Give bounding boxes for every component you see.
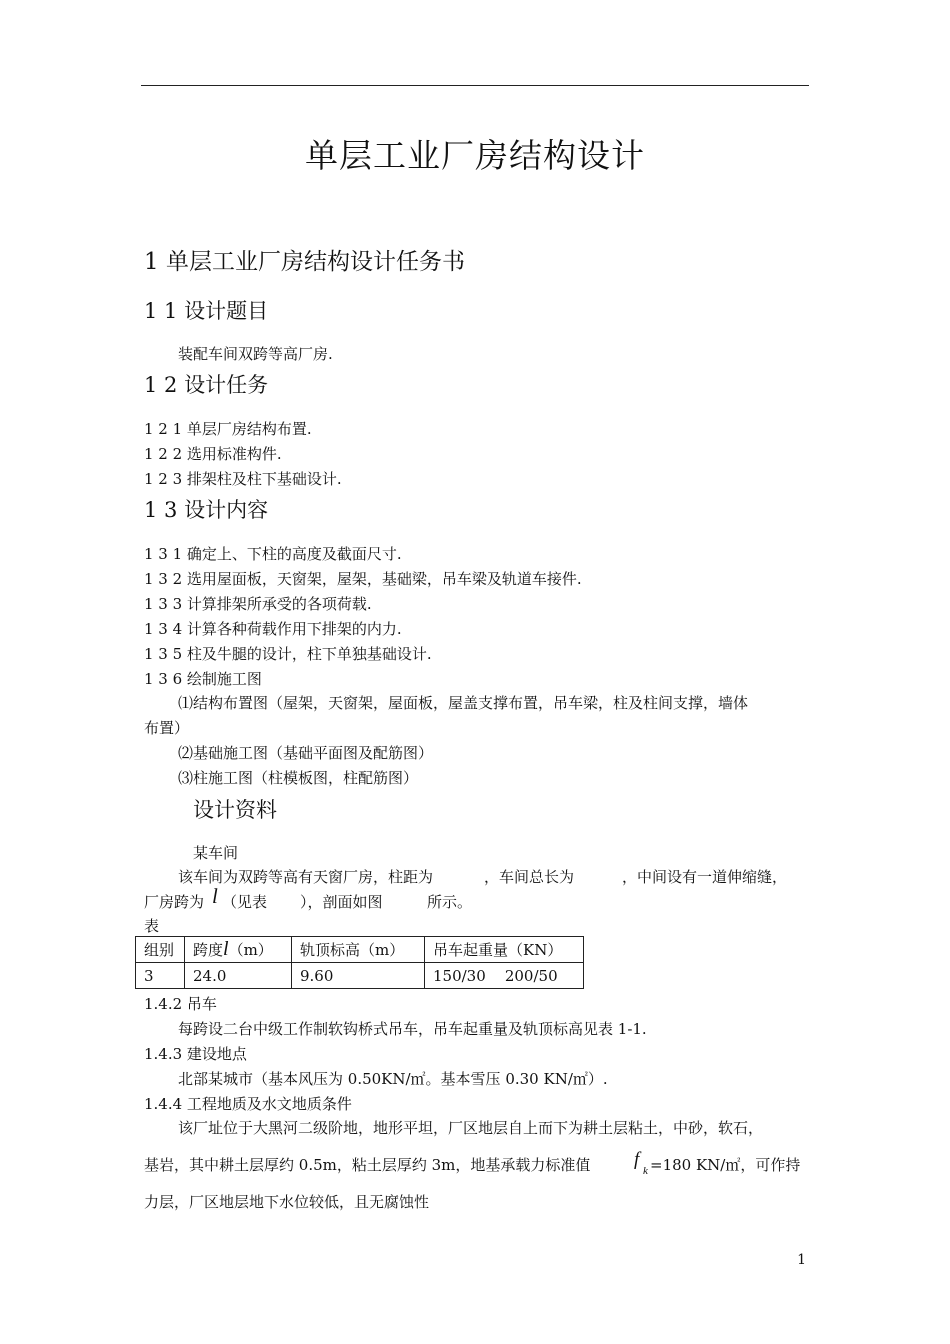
drawing-item-1-cont: 布置） — [144, 719, 190, 737]
list-item: 1 3 1 确定上、下柱的高度及截面尺寸. — [144, 545, 402, 563]
workshop-text-2a: 厂房跨为 — [144, 893, 205, 911]
workshop-text-1c: ，中间设有一道伸缩缝， — [622, 868, 788, 886]
fk-subscript: k — [643, 1165, 648, 1177]
fk-symbol: f — [634, 1149, 640, 1170]
crane-body: 每跨设二台中级工作制软钩桥式吊车，吊车起重量及轨顶标高见表 1-1. — [178, 1020, 647, 1038]
span-symbol: l — [212, 884, 218, 908]
list-item: 1 2 2 选用标准构件. — [144, 445, 282, 463]
cell-group: 3 — [136, 963, 185, 989]
document-title: 单层工业厂房结构设计 — [305, 136, 645, 175]
section-1-1-body: 装配车间双跨等高厂房. — [178, 345, 333, 363]
header-rail-height: 轨顶标高（m） — [292, 937, 425, 963]
list-item: 1 3 2 选用屋面板，天窗架，屋架，基础梁，吊车梁及轨道车接件. — [144, 570, 582, 588]
header-crane-capacity: 吊车起重量（KN） — [425, 937, 584, 963]
workshop-text-1b: ，车间总长为 — [484, 868, 575, 886]
cell-span: 24.0 — [185, 963, 292, 989]
list-item: 1 3 4 计算各种荷载作用下排架的内力. — [144, 620, 402, 638]
geology-heading: 1.4.4 工程地质及水文地质条件 — [144, 1095, 352, 1113]
workshop-text-2b: （见表 — [222, 893, 268, 911]
header-span: 跨度l（m） — [185, 937, 292, 963]
workshop-text-2c: ），剖面如图 — [300, 893, 383, 911]
section-1-4-heading: 设计资料 — [193, 798, 277, 822]
drawing-item-3: ⑶柱施工图（柱模板图，柱配筋图） — [178, 769, 419, 787]
list-item: 1 3 6 绘制施工图 — [144, 670, 262, 688]
span-table — [135, 936, 584, 989]
section-1-2-heading: 1 2 设计任务 — [144, 373, 269, 397]
list-item: 1 3 5 柱及牛腿的设计，柱下单独基础设计. — [144, 645, 432, 663]
cell-rail-height: 9.60 — [292, 963, 425, 989]
table-label: 表 — [144, 917, 160, 935]
site-heading: 1.4.3 建设地点 — [144, 1045, 247, 1063]
geology-line-2b: =180 KN/㎡，可作持 — [650, 1156, 801, 1174]
workshop-text-1a: 该车间为双跨等高有天窗厂房，柱距为 — [178, 868, 434, 886]
table-row — [136, 963, 584, 989]
cell-crane-capacity: 150/30 200/50 — [425, 963, 584, 989]
list-item: 1 2 3 排架柱及柱下基础设计. — [144, 470, 342, 488]
drawing-item-1: ⑴结构布置图（屋架，天窗架，屋面板，屋盖支撑布置，吊车梁，柱及柱间支撑，墙体 — [178, 694, 749, 712]
crane-heading: 1.4.2 吊车 — [144, 995, 217, 1013]
geology-line-1: 该厂址位于大黑河二级阶地，地形平坦，厂区地层自上而下为耕土层粘土，中砂，软石， — [178, 1119, 764, 1137]
header-group: 组别 — [136, 937, 185, 963]
workshop-subheading: 某车间 — [193, 844, 239, 862]
section-1-3-heading: 1 3 设计内容 — [144, 498, 269, 522]
site-body: 北部某城市（基本风压为 0.50KN/㎡。基本雪压 0.30 KN/㎡）. — [178, 1070, 608, 1088]
section-1-1-heading: 1 1 设计题目 — [144, 299, 269, 323]
list-item: 1 2 1 单层厂房结构布置. — [144, 420, 312, 438]
header-rule — [141, 85, 809, 86]
section-1-heading: 1 单层工业厂房结构设计任务书 — [144, 249, 465, 275]
workshop-text-2d: 所示。 — [427, 893, 473, 911]
drawing-item-2: ⑵基础施工图（基础平面图及配筋图） — [178, 744, 434, 762]
list-item: 1 3 3 计算排架所承受的各项荷载. — [144, 595, 372, 613]
geology-line-2a: 基岩，其中耕土层厚约 0.5m，粘土层厚约 3m，地基承载力标准值 — [144, 1156, 591, 1174]
table-header-row — [136, 937, 584, 963]
page-number: 1 — [797, 1252, 806, 1268]
geology-line-3: 力层，厂区地层地下水位较低，且无腐蚀性 — [144, 1193, 430, 1211]
